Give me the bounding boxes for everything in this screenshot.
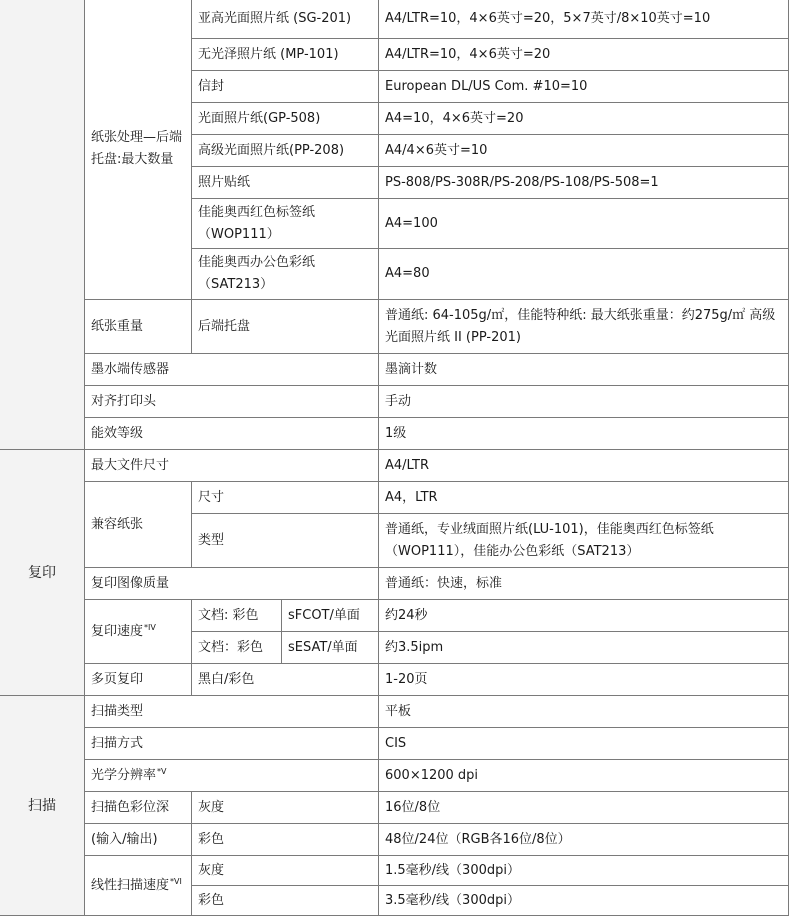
copy-max-doc-label: 最大文件尺寸	[85, 450, 379, 482]
scan-depth-gray-label: 灰度	[192, 792, 379, 824]
paper-row-value: European DL/US Com. #10=10	[379, 71, 789, 103]
scan-line-color-value: 3.5毫秒/线（300dpi）	[379, 886, 789, 916]
copy-compat-type-value: 普通纸，专业绒面照片纸(LU-101)，佳能奥西红色标签纸（WOP111），佳能办公色彩纸（SAT213）	[379, 514, 789, 568]
paper-row-name: 照片贴纸	[192, 167, 379, 199]
paper-row-name: 佳能奥西办公色彩纸（SAT213）	[192, 249, 379, 300]
copy-speed-value: 约24秒	[379, 600, 789, 632]
scan-depth-color-value: 48位/24位（RGB各16位/8位）	[379, 824, 789, 856]
copy-compat-type-label: 类型	[192, 514, 379, 568]
section-label-copy: 复印	[28, 564, 56, 581]
copy-compat-label: 兼容纸张	[85, 482, 192, 568]
general-label: 对齐打印头	[85, 386, 379, 418]
copy-multi-value: 1-20页	[379, 664, 789, 696]
scan-depth-gray-value: 16位/8位	[379, 792, 789, 824]
paper-tray-label: 纸张处理—后端托盘:最大数量	[91, 130, 183, 167]
paper-row-value: PS-808/PS-308R/PS-208/PS-108/PS-508=1	[379, 167, 789, 199]
scan-resolution-label: 光学分辨率 $^{*V}$	[85, 760, 379, 792]
paper-row-name: 佳能奥西红色标签纸（WOP111）	[192, 199, 379, 249]
group-cell-scan	[0, 696, 85, 916]
copy-speed-label: 复印速度 $^{*IV}$	[85, 600, 192, 664]
paper-row-value: A4=80	[379, 249, 789, 300]
general-value: 墨滴计数	[379, 354, 789, 386]
paper-row-value: A4=10，4×6英寸=20	[379, 103, 789, 135]
paper-tray-label-cell	[85, 0, 192, 300]
scan-line-color-label: 彩色	[192, 886, 379, 916]
section-label-scan: 扫描	[28, 797, 56, 814]
copy-compat-size-value: A4，LTR	[379, 482, 789, 514]
copy-speed-doc: 文档: 彩色	[192, 600, 282, 632]
copy-max-doc-value: A4/LTR	[379, 450, 789, 482]
paper-row-name: 亚高光面照片纸 (SG-201)	[192, 0, 379, 39]
scan-line-gray-value: 1.5毫秒/线（300dpi）	[379, 856, 789, 886]
copy-speed-mode: sFCOT/单面	[282, 600, 379, 632]
scan-line-gray-label: 灰度	[192, 856, 379, 886]
general-value: 1级	[379, 418, 789, 450]
copy-multi-label: 多页复印	[85, 664, 192, 696]
general-value: 手动	[379, 386, 789, 418]
group-cell-copy	[0, 450, 85, 696]
general-label: 能效等级	[85, 418, 379, 450]
copy-speed-value: 约3.5ipm	[379, 632, 789, 664]
copy-multi-sub: 黑白/彩色	[192, 664, 379, 696]
paper-row-value: A4/LTR=10，4×6英寸=20	[379, 39, 789, 71]
copy-quality-value: 普通纸：快速，标准	[379, 568, 789, 600]
general-label: 墨水端传感器	[85, 354, 379, 386]
paper-row-value: A4/LTR=10，4×6英寸=20，5×7英寸/8×10英寸=10	[379, 0, 789, 39]
paper-row-name: 光面照片纸(GP-508)	[192, 103, 379, 135]
scan-line-speed-label: 线性扫描速度 $^{*VI}$	[85, 856, 192, 916]
footnote-marker: *V	[157, 766, 167, 776]
paper-row-value: A4=100	[379, 199, 789, 249]
copy-speed-doc: 文档：彩色	[192, 632, 282, 664]
paper-row-name: 高级光面照片纸(PP-208)	[192, 135, 379, 167]
copy-compat-size-label: 尺寸	[192, 482, 379, 514]
footnote-marker: *VI	[170, 876, 182, 886]
scan-method-value: CIS	[379, 728, 789, 760]
scan-type-value: 平板	[379, 696, 789, 728]
paper-row-value: A4/4×6英寸=10	[379, 135, 789, 167]
scan-resolution-value: 600×1200 dpi	[379, 760, 789, 792]
scan-depth-label: 扫描色彩位深	[85, 792, 192, 824]
paper-row-name: 无光泽照片纸 (MP-101)	[192, 39, 379, 71]
paper-weight-sub: 后端托盘	[192, 300, 379, 354]
scan-depth-color-label: 彩色	[192, 824, 379, 856]
copy-speed-mode: sESAT/单面	[282, 632, 379, 664]
group-cell-print	[0, 0, 85, 450]
paper-row-name: 信封	[192, 71, 379, 103]
paper-weight-label: 纸张重量	[85, 300, 192, 354]
paper-weight-value: 普通纸: 64-105g/㎡，佳能特种纸: 最大纸张重量：约275g/㎡ 高级光面照片纸 II (PP-201)	[379, 300, 789, 354]
scan-type-label: 扫描类型	[85, 696, 379, 728]
scan-method-label: 扫描方式	[85, 728, 379, 760]
scan-depth-label-io: (输入/输出)	[85, 824, 192, 856]
footnote-marker: *IV	[144, 622, 156, 632]
copy-quality-label: 复印图像质量	[85, 568, 379, 600]
